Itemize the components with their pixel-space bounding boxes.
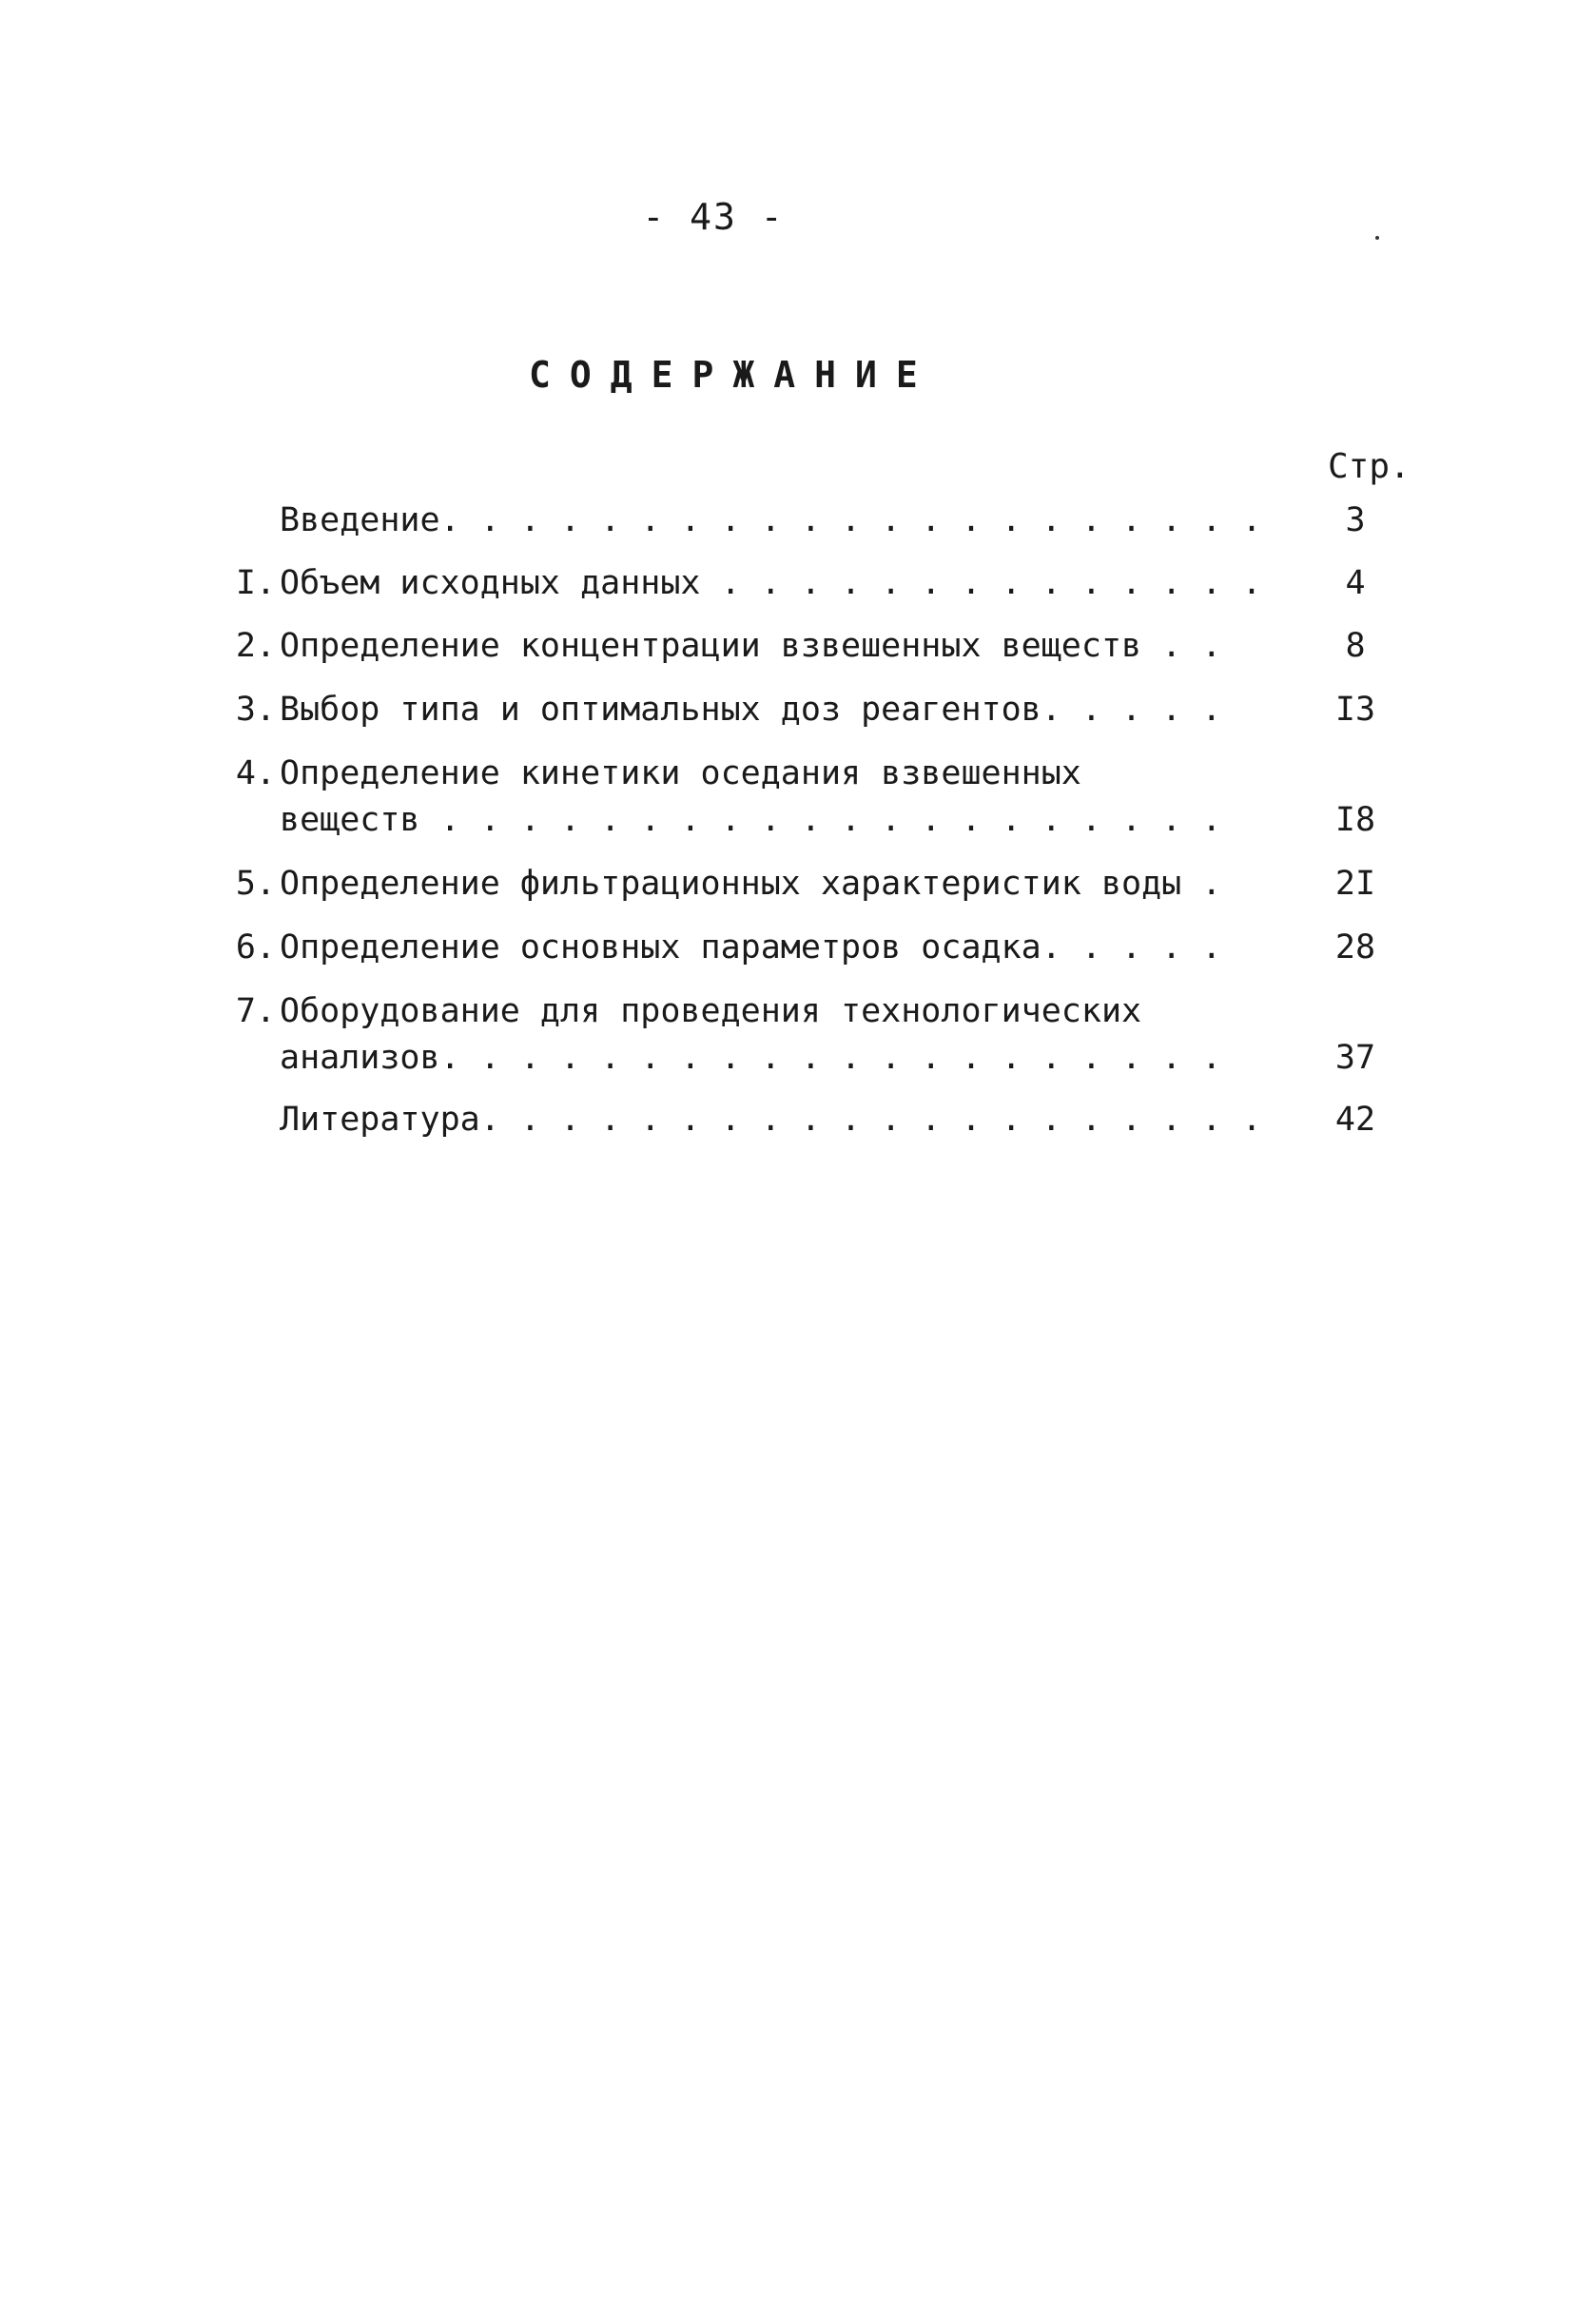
toc-entry-text: Определение фильтрационных характеристик воды . — [280, 865, 1222, 903]
toc-entry-number: 2. — [235, 627, 276, 665]
toc-entry-text: Выбор типа и оптимальных доз реагентов. . . . . — [280, 691, 1222, 729]
toc-entry-page: 4 — [1345, 564, 1366, 602]
toc-entry-page: I3 — [1334, 691, 1376, 729]
toc-entry-page: 28 — [1334, 928, 1376, 967]
toc-entry-text: Определение концентрации взвешенных веществ . . — [280, 627, 1222, 665]
toc-entry-text: Литература. . . . . . . . . . . . . . . . . . . . — [280, 1101, 1262, 1139]
toc-entry-text-continuation: анализов. . . . . . . . . . . . . . . . . . . . — [280, 1039, 1222, 1077]
toc-title: СОДЕРЖАНИЕ — [529, 354, 937, 396]
page-column-header: Стр. — [1328, 447, 1411, 486]
toc-entry-page: 3 — [1345, 501, 1366, 539]
toc-entry-number: 4. — [235, 754, 276, 792]
toc-entry-text: Определение основных параметров осадка. . . . . — [280, 928, 1222, 967]
toc-entry-page: 2I — [1334, 865, 1376, 903]
toc-entry-text: Определение кинетики оседания взвешенных — [280, 754, 1081, 792]
toc-entry-number: 3. — [235, 691, 276, 729]
toc-entry-page: I8 — [1334, 801, 1376, 839]
toc-entry-number: 7. — [235, 992, 276, 1030]
toc-entry-page: 42 — [1334, 1101, 1376, 1139]
toc-entry-number: I. — [235, 564, 276, 602]
page-number: - 43 - — [642, 196, 785, 238]
toc-entry-text: Оборудование для проведения технологических — [280, 992, 1142, 1030]
toc-entry-page: 37 — [1334, 1039, 1376, 1077]
toc-entry-text-continuation: веществ . . . . . . . . . . . . . . . . . . . . — [280, 801, 1222, 839]
toc-entry-page: 8 — [1345, 627, 1366, 665]
toc-entry-text: Введение. . . . . . . . . . . . . . . . . . . . . — [280, 501, 1262, 539]
toc-entry-number: 5. — [235, 865, 276, 903]
toc-entry-number: 6. — [235, 928, 276, 967]
toc-entry-text: Объем исходных данных . . . . . . . . . . . . . . — [280, 564, 1262, 602]
